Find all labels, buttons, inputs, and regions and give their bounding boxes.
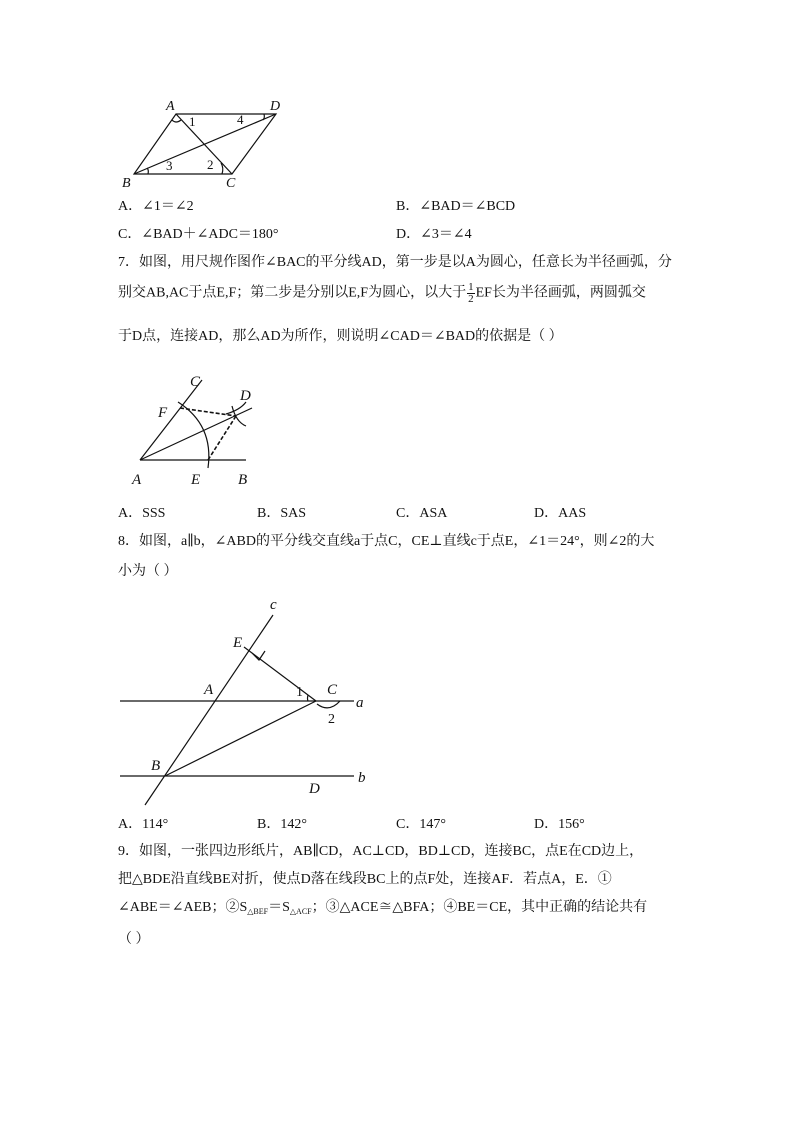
fraction-numerator: 1 (468, 281, 474, 293)
label-B: B (238, 472, 248, 488)
fraction-denominator: 2 (468, 293, 474, 305)
statement-1: ∠ABE＝∠AEB； (118, 900, 226, 915)
fraction-one-half (467, 282, 475, 305)
label-A: A (166, 99, 175, 114)
q7-stem-line2 (118, 282, 646, 305)
q7-option-d[interactable]: D．AAS (534, 506, 587, 521)
angle-arc-2 (317, 701, 340, 708)
label-angle-3: 3 (166, 158, 173, 173)
segment-fd (180, 408, 236, 416)
q7-line2-post: EF长为半径画弧，两圆弧交 (475, 285, 646, 301)
q6-figure (118, 94, 288, 194)
q9-statements (118, 898, 647, 922)
label-C: C (327, 682, 338, 698)
q7-figure (128, 370, 268, 490)
label-angle-1: 1 (296, 685, 303, 700)
q7-option-b[interactable]: B．SAS (257, 506, 307, 521)
q8-stem-line2: 小为（ ） (118, 564, 178, 579)
q9-answer-blank: （ ） (118, 932, 150, 947)
label-C: C (226, 176, 236, 191)
statement-2-mid: ＝S (268, 900, 290, 915)
q8-option-b[interactable]: B．142° (257, 817, 307, 832)
label-angle-2: 2 (207, 157, 214, 172)
angle-arc-1 (172, 120, 181, 122)
q8-stem-line1: 8．如图，a∥b，∠ABD的平分线交直线a于点C，CE⊥直线c于点E，∠1＝24°，则∠2的大 (118, 534, 655, 549)
q7-stem-line1: 7．如图，用尺规作图作∠BAC的平分线AD，第一步是以A为圆心，任意长为半径画弧，分 (118, 255, 672, 270)
label-D: D (240, 388, 251, 404)
q8-option-a[interactable]: A．114° (118, 817, 169, 832)
label-B: B (122, 176, 131, 191)
ray-ac (140, 380, 202, 460)
q8-option-d[interactable]: D．156° (534, 817, 585, 832)
q8-figure (118, 595, 378, 810)
statement-2-post: ； (311, 900, 326, 915)
statement-4: ④BE＝CE，其中正确的结论共有 (443, 900, 648, 915)
statement-2-sub2: △ACF (289, 907, 312, 916)
right-angle-mark (252, 651, 265, 660)
q6-option-b[interactable]: B．∠BAD＝∠BCD (396, 199, 516, 214)
angle-arc-1 (308, 695, 309, 701)
q6-option-a[interactable]: A．∠1＝∠2 (118, 199, 194, 214)
label-D: D (270, 99, 281, 114)
q8-option-c[interactable]: C．147° (396, 817, 446, 832)
label-D: D (309, 781, 320, 797)
label-c: c (270, 597, 277, 613)
q7-option-c[interactable]: C．ASA (396, 506, 448, 521)
q9-stem-line2: 把△BDE沿直线BE对折，使点D落在线段BC上的点F处，连接AF．若点A，E．① (118, 872, 612, 887)
angle-arc-3 (147, 168, 148, 174)
q7-line2-pre: 别交AB,AC于点E,F；第二步是分别以E,F为圆心，以大于 (118, 285, 467, 301)
label-A: A (204, 682, 214, 698)
label-angle-1: 1 (189, 114, 196, 129)
label-B: B (151, 758, 161, 774)
segment-ed (208, 416, 236, 460)
label-angle-2: 2 (328, 712, 335, 727)
label-angle-4: 4 (237, 112, 244, 127)
label-C: C (190, 374, 201, 390)
segment-bc (165, 701, 316, 776)
q7-stem-line3: 于D点，连接AD，那么AD为所作，则说明∠CAD＝∠BAD的依据是（ ） (118, 329, 563, 344)
angle-arc-4 (263, 114, 264, 120)
label-F: F (158, 405, 168, 421)
statement-2 (225, 900, 325, 915)
label-E: E (233, 635, 243, 651)
q6-option-c[interactable]: C．∠BAD＋∠ADC＝180° (118, 227, 279, 242)
label-a: a (356, 695, 364, 711)
statement-2-pre: ②S (225, 900, 248, 915)
label-b: b (358, 770, 366, 786)
label-E: E (191, 472, 201, 488)
label-A: A (132, 472, 142, 488)
q9-stem-line1: 9．如图，一张四边形纸片，AB∥CD，AC⊥CD，BD⊥CD，连接BC，点E在CD边上， (118, 844, 644, 859)
q7-option-a[interactable]: A．SSS (118, 506, 166, 521)
statement-3: ③△ACE≅△BFA； (325, 900, 444, 915)
statement-2-sub1: △BEF (247, 907, 269, 916)
q6-option-d[interactable]: D．∠3＝∠4 (396, 227, 472, 242)
